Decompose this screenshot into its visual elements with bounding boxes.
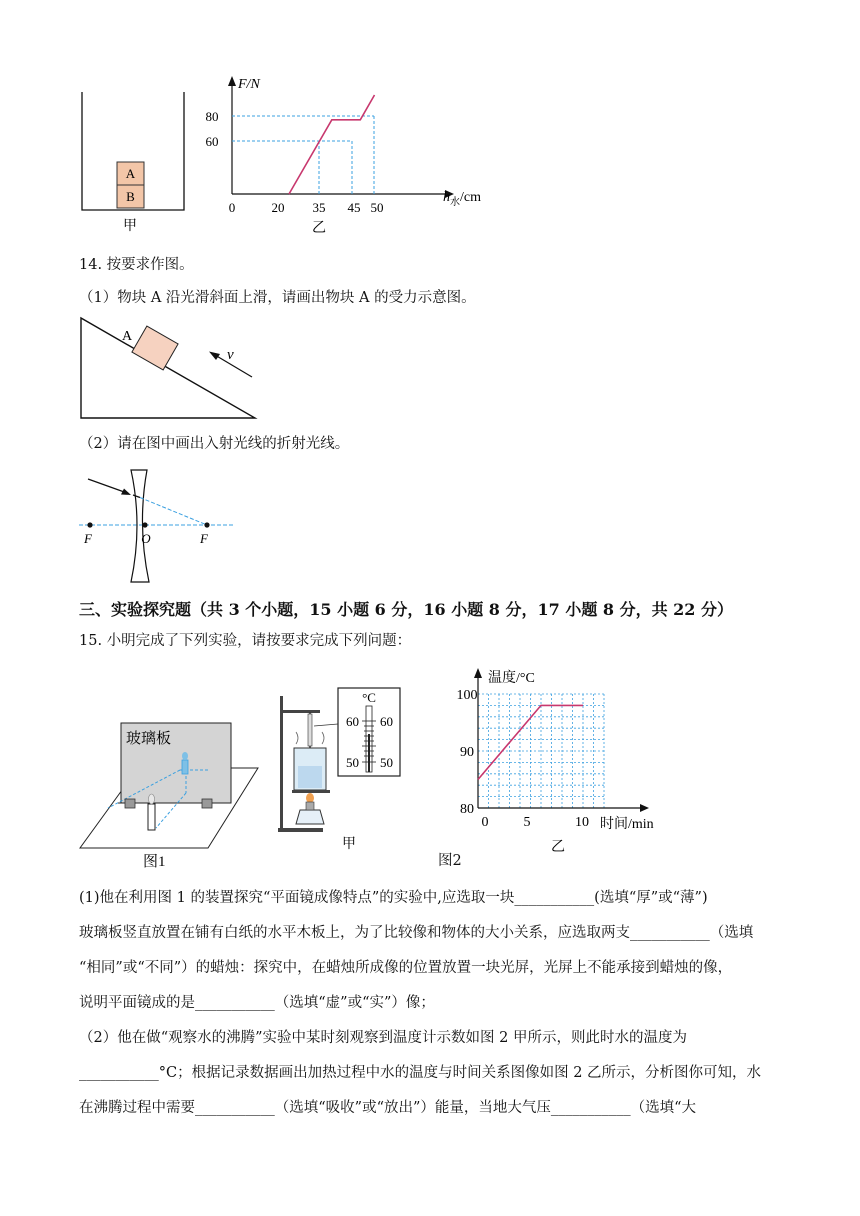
graph-grid <box>478 694 604 808</box>
time-tick-0: 0 <box>481 815 489 830</box>
q14-part1: （1）物块 A 沿光滑斜面上滑，请画出物块 A 的受力示意图。 <box>79 290 476 306</box>
q15-line-2: 玻璃板竖直放置在铺有白纸的水平木板上，为了比较像和物体的大小关系，应选取两支___________（选填 <box>79 925 754 941</box>
x-tick-45: 45 <box>347 200 361 215</box>
time-axis-label: 时间/min <box>600 817 654 832</box>
force-curve <box>289 95 375 194</box>
temp-tick-100: 100 <box>456 688 478 703</box>
temperature-time-graph <box>430 662 690 858</box>
focus-right-label: F <box>200 531 208 546</box>
graph-caption: 乙 <box>312 221 326 236</box>
thermo-unit: °C <box>362 690 376 705</box>
time-tick-10: 10 <box>575 815 589 830</box>
temp-axis-label: 温度/°C <box>488 671 535 686</box>
q14-title: 14. 按要求作图。 <box>79 257 194 273</box>
temp-tick-90: 90 <box>460 745 474 760</box>
q15-line-7: 在沸腾过程中需要___________（选填“吸收”或“放出”）能量，当地大气压___________（选填“大 <box>79 1100 697 1116</box>
q14-part2: （2）请在图中画出入射光线的折射光线。 <box>79 436 350 452</box>
q15-line-5: （2）他在做“观察水的沸腾”实验中某时刻观察到温度计示数如图 2 甲所示，则此时水的温度为 <box>79 1030 687 1046</box>
lens-diagram <box>75 468 240 588</box>
thermo-mark-50-left: 50 <box>346 755 359 770</box>
thermo-mark-50-right: 50 <box>380 755 393 770</box>
top-figure <box>70 70 510 240</box>
thermo-mark-60-left: 60 <box>346 714 359 729</box>
beaker-caption: 甲 <box>123 219 137 234</box>
x-tick-0: 0 <box>228 200 236 215</box>
block-b-label: B <box>126 189 135 204</box>
q15-line-4: 说明平面镜成的是___________（选填“虚”或“实”）像； <box>79 995 435 1011</box>
yi-caption: 乙 <box>551 840 565 855</box>
jia-caption: 甲 <box>342 837 356 851</box>
optical-center-label: O <box>141 531 151 546</box>
glass-plate-label: 玻璃板 <box>126 731 172 747</box>
q15-line-1: (1)他在利用图 1 的装置探究“平面镜成像特点”的实验中,应选取一块___________(选填“厚”或“薄”) <box>79 890 708 906</box>
time-tick-5: 5 <box>523 815 531 830</box>
block-a-label: A <box>125 166 136 181</box>
block-label: A <box>122 329 133 344</box>
figure2-caption: 图2 <box>438 853 462 869</box>
x-tick-35: 35 <box>312 200 326 215</box>
figure1-mirror-setup <box>78 718 268 870</box>
incline-diagram <box>75 312 265 422</box>
beaker-diagram <box>82 92 184 234</box>
q15-title: 15. 小明完成了下列实验，请按要求完成下列问题： <box>79 633 412 649</box>
force-depth-graph <box>206 76 482 236</box>
x-tick-50: 50 <box>370 200 384 215</box>
y-tick-60: 60 <box>205 134 219 149</box>
q15-line-3: “相同”或“不同”）的蜡烛：探究中，在蜡烛所成像的位置放置一块光屏，光屏上不能承接到蜡烛的像， <box>79 960 733 976</box>
thermo-mark-60-right: 60 <box>380 714 393 729</box>
x-tick-20: 20 <box>271 200 285 215</box>
y-tick-80: 80 <box>205 109 219 124</box>
x-axis-label: $h_水/cm$ <box>443 190 481 208</box>
velocity-label: v <box>227 347 234 363</box>
figure1-caption: 图1 <box>143 854 166 870</box>
q15-line-6: ___________°C；根据记录数据画出加热过程中水的温度与时间关系图像如图 2 乙所示，分析图你可知，水 <box>79 1065 762 1081</box>
section-heading: 三、实验探究题（共 3 个小题，15 小题 6 分，16 小题 8 分，17 小题 8 分，共 22 分） <box>79 600 734 619</box>
focus-left-label: F <box>84 531 92 546</box>
guide-lines <box>232 116 374 194</box>
temp-tick-80: 80 <box>460 802 474 817</box>
figure2-heating-apparatus <box>272 686 407 851</box>
y-axis-label: F/N <box>238 77 260 92</box>
